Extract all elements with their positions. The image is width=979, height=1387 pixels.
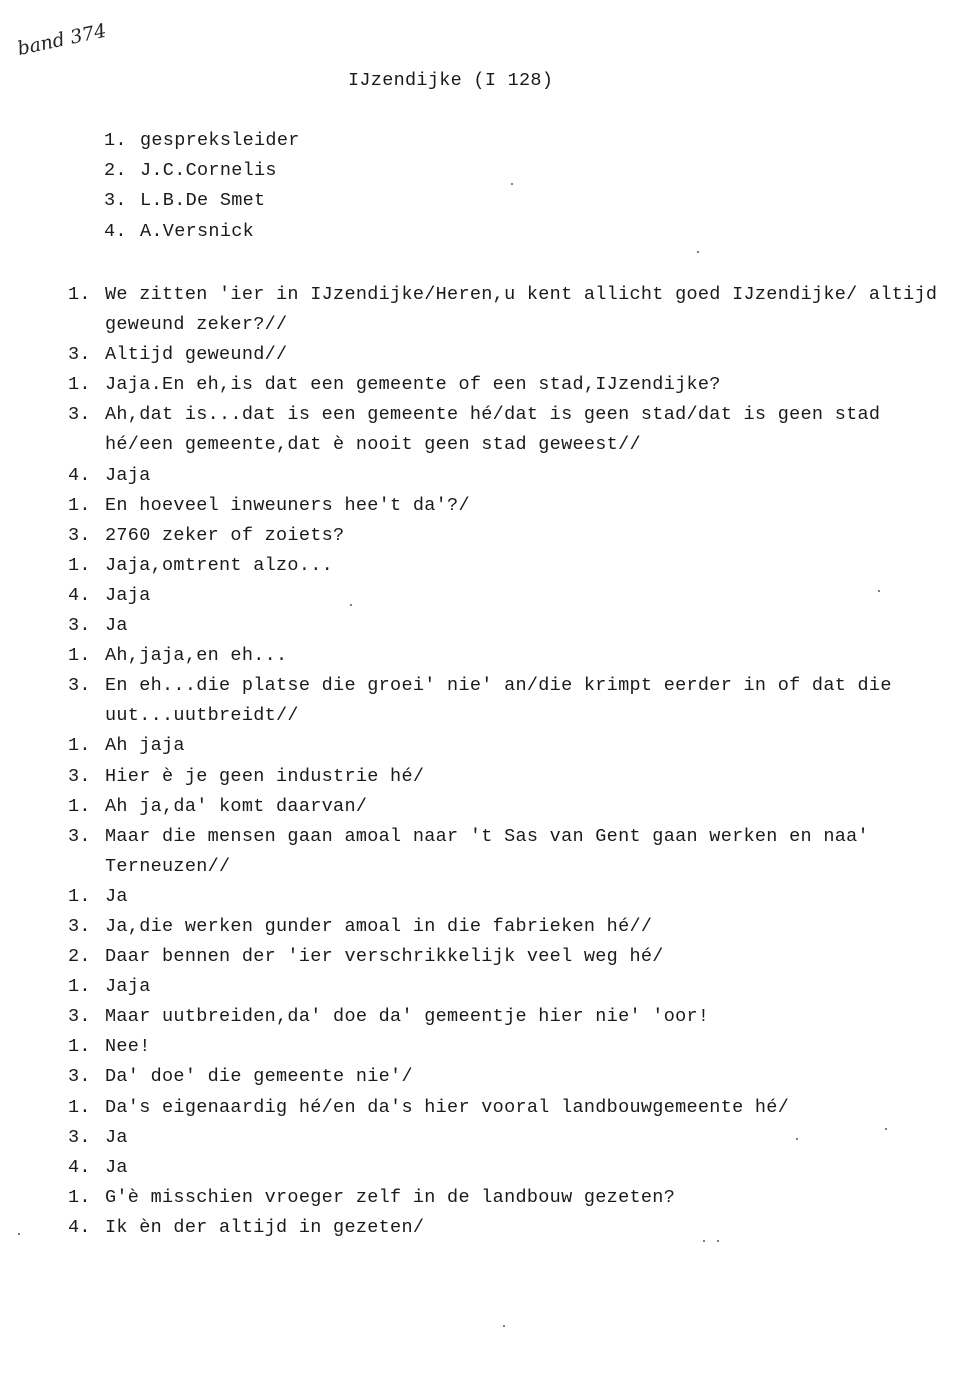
utterance-text: Jaja.En eh,is dat een gemeente of een stad,IJzendijke?: [105, 374, 721, 396]
speaker-item: [104, 221, 300, 251]
utterance-text: Ja,die werken gunder amoal in die fabrieken hé//: [105, 915, 653, 937]
dialogue-line: [68, 521, 958, 551]
scan-speck: [703, 1240, 705, 1242]
dialogue-line: [68, 1213, 958, 1243]
handwritten-annotation: band 374: [15, 19, 109, 60]
utterance-text: Hier è je geen industrie hé/: [105, 765, 425, 787]
dialogue-line: [68, 792, 958, 822]
dialogue-line: [68, 340, 958, 370]
speaker-number: 1.: [68, 284, 91, 305]
speaker-number: 1.: [68, 374, 91, 396]
speaker-number: 3.: [68, 1006, 91, 1028]
dialogue-line: [68, 370, 958, 400]
dialogue-line: [68, 1093, 958, 1123]
dialogue-line: [68, 461, 958, 491]
utterance-text: Jaja: [105, 584, 151, 606]
speaker-number: 3.: [68, 1066, 91, 1088]
speaker-name: L.B.De Smet: [140, 190, 266, 212]
scan-speck: [511, 183, 513, 185]
dialogue-transcript: [68, 280, 958, 1243]
dialogue-line: [68, 731, 958, 761]
dialogue-line: [68, 822, 958, 882]
dialogue-line: [68, 912, 958, 942]
dialogue-line: [68, 641, 958, 671]
scan-speck: [796, 1138, 798, 1140]
utterance-text: We zitten 'ier in IJzendijke/Heren,u kent allicht goed IJzendijke/ altijd geweund zeker?//: [105, 284, 938, 336]
speaker-number: 4.: [68, 1216, 91, 1238]
speaker-name: J.C.Cornelis: [140, 160, 277, 182]
dialogue-line: [68, 280, 958, 340]
dialogue-line: [68, 400, 958, 460]
dialogue-line: [68, 882, 958, 912]
dialogue-line: [68, 972, 958, 1002]
dialogue-line: [68, 551, 958, 581]
dialogue-line: [68, 1123, 958, 1153]
scan-speck: [885, 1128, 887, 1130]
scan-speck: [697, 251, 699, 253]
utterance-text: Jaja,omtrent alzo...: [105, 554, 334, 576]
speaker-number: 1.: [68, 1096, 91, 1118]
utterance-text: Maar uutbreiden,da' doe da' gemeentje hier nie' 'oor!: [105, 1006, 710, 1028]
speaker-number: 4.: [68, 584, 91, 606]
utterance-text: Ja: [105, 885, 128, 907]
dialogue-line: [68, 1183, 958, 1213]
speaker-number: 3.: [104, 190, 127, 212]
speaker-item: [104, 130, 300, 160]
dialogue-line: [68, 611, 958, 641]
speaker-number: 1.: [68, 976, 91, 998]
scan-speck: [717, 1240, 719, 1242]
speaker-number: 3.: [68, 524, 91, 546]
speaker-number: 3.: [68, 1126, 91, 1148]
utterance-text: Da's eigenaardig hé/en da's hier vooral landbouwgemeente hé/: [105, 1096, 790, 1118]
speaker-number: 3.: [68, 765, 91, 787]
speaker-number: 3.: [68, 675, 91, 697]
speaker-number: 1.: [68, 645, 91, 667]
utterance-text: Daar bennen der 'ier verschrikkelijk veel weg hé/: [105, 946, 664, 968]
speaker-number: 4.: [68, 1156, 91, 1178]
speaker-number: 3.: [68, 825, 91, 847]
utterance-text: Ik èn der altijd in gezeten/: [105, 1216, 425, 1238]
dialogue-line: [68, 581, 958, 611]
dialogue-line: [68, 1002, 958, 1032]
dialogue-line: [68, 1153, 958, 1183]
utterance-text: Maar die mensen gaan amoal naar 't Sas van Gent gaan werken en naa' Terneuzen//: [105, 825, 869, 877]
utterance-text: Nee!: [105, 1036, 151, 1058]
scan-speck: [503, 1325, 505, 1327]
speaker-number: 1.: [68, 795, 91, 817]
utterance-text: 2760 zeker of zoiets?: [105, 524, 345, 546]
utterance-text: G'è misschien vroeger zelf in de landbouw gezeten?: [105, 1186, 676, 1208]
utterance-text: En hoeveel inweuners hee't da'?/: [105, 494, 470, 516]
utterance-text: Ah,jaja,en eh...: [105, 645, 288, 667]
speaker-number: 1.: [68, 885, 91, 907]
speaker-number: 3.: [68, 915, 91, 937]
speaker-number: 4.: [68, 464, 91, 486]
page-title: IJzendijke (I 128): [348, 70, 554, 91]
speaker-number: 2.: [68, 946, 91, 968]
speaker-item: [104, 160, 300, 190]
scan-speck: [18, 1233, 20, 1235]
utterance-text: Ah ja,da' komt daarvan/: [105, 795, 368, 817]
dialogue-line: [68, 942, 958, 972]
utterance-text: Jaja: [105, 976, 151, 998]
utterance-text: Ja: [105, 615, 128, 637]
speaker-number: 3.: [68, 404, 91, 426]
dialogue-line: [68, 1032, 958, 1062]
speaker-number: 1.: [68, 1036, 91, 1058]
utterance-text: Altijd geweund//: [105, 344, 288, 366]
speaker-number: 1.: [104, 130, 127, 151]
speaker-number: 2.: [104, 160, 127, 182]
dialogue-line: [68, 491, 958, 521]
utterance-text: Ah,dat is...dat is een gemeente hé/dat is geen stad/dat is geen stad hé/een gemeente,dat è nooit geen stad geweest//: [105, 404, 881, 456]
utterance-text: Jaja: [105, 464, 151, 486]
speaker-item: [104, 190, 300, 220]
speaker-number: 3.: [68, 344, 91, 366]
speaker-list: [104, 130, 300, 251]
dialogue-line: [68, 671, 958, 731]
dialogue-line: [68, 1062, 958, 1092]
speaker-number: 3.: [68, 615, 91, 637]
speaker-number: 1.: [68, 554, 91, 576]
speaker-number: 1.: [68, 1186, 91, 1208]
dialogue-line: [68, 762, 958, 792]
utterance-text: Da' doe' die gemeente nie'/: [105, 1066, 413, 1088]
scan-speck: [878, 590, 880, 592]
utterance-text: En eh...die platse die groei' nie' an/die krimpt eerder in of dat die uut...uutbreidt//: [105, 675, 892, 727]
speaker-number: 4.: [104, 220, 127, 242]
utterance-text: Ja: [105, 1126, 128, 1148]
speaker-name: gespreksleider: [140, 130, 300, 151]
utterance-text: Ja: [105, 1156, 128, 1178]
speaker-number: 1.: [68, 735, 91, 757]
speaker-number: 1.: [68, 494, 91, 516]
speaker-name: A.Versnick: [140, 220, 255, 242]
utterance-text: Ah jaja: [105, 735, 185, 757]
scan-speck: [350, 604, 352, 606]
